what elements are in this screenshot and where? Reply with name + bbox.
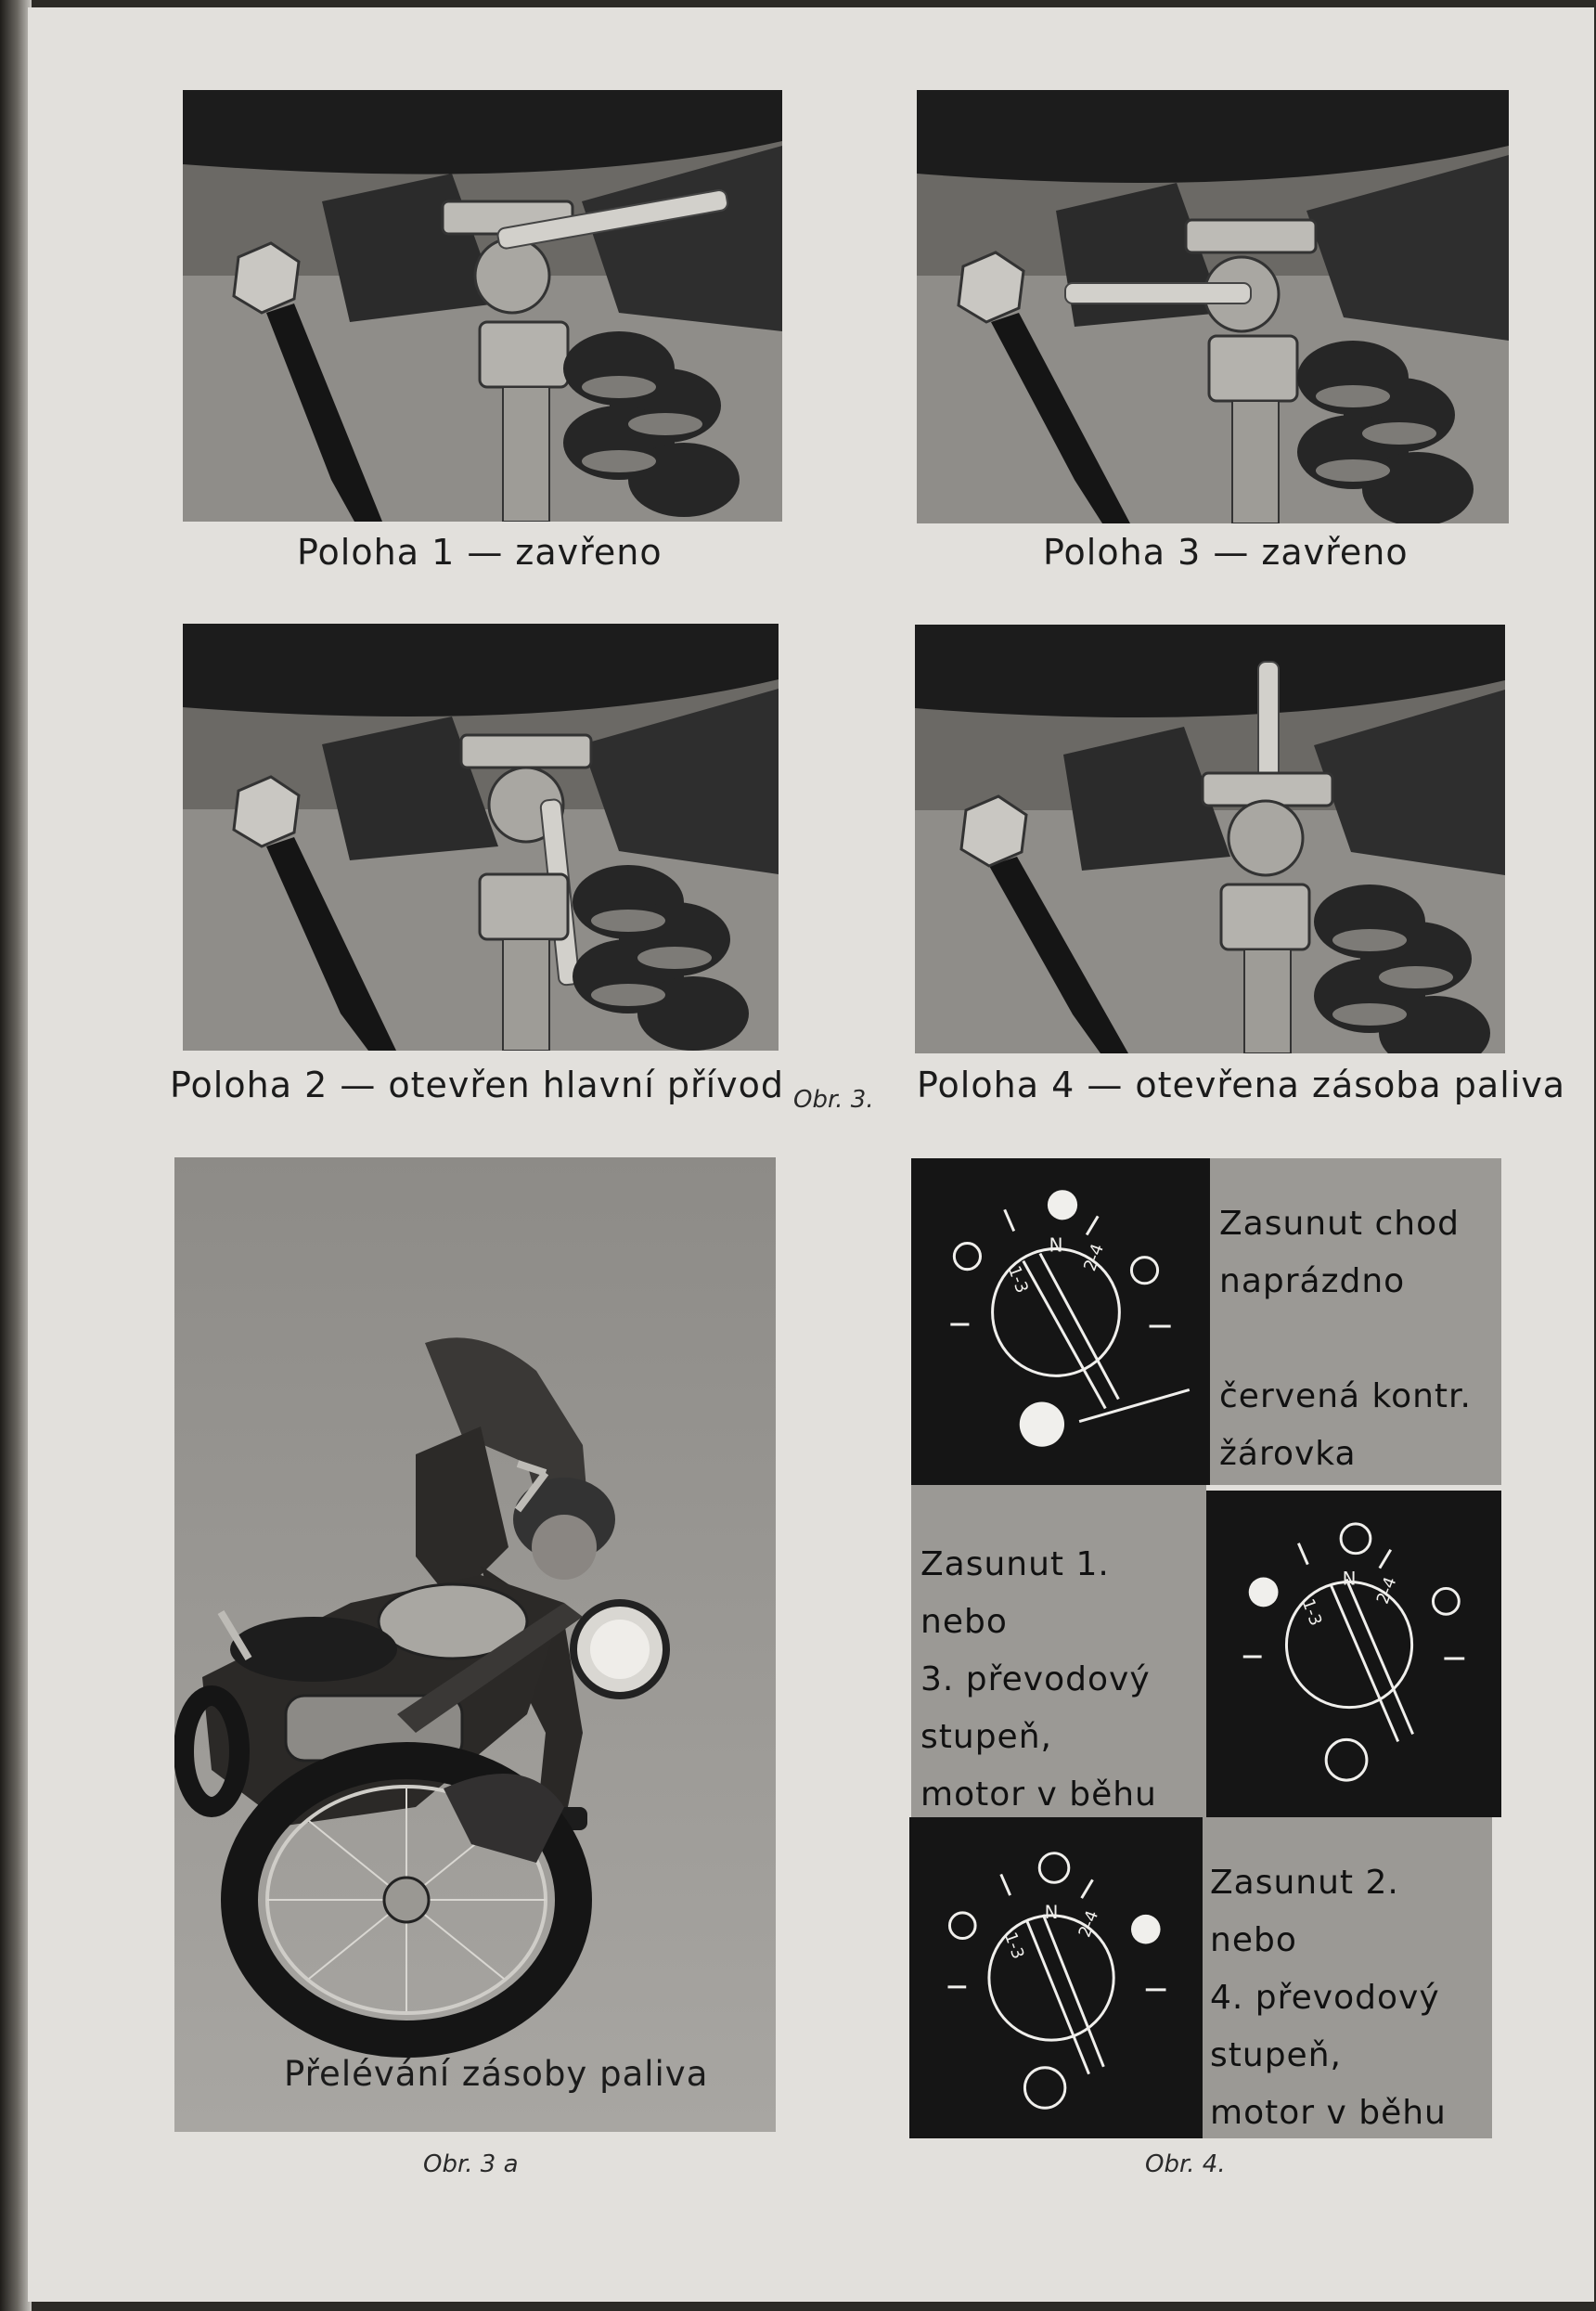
figure-4-label: Obr. 4.: [1145, 2150, 1226, 2178]
caption-position-3: Poloha 3 — zavřeno: [1043, 532, 1409, 573]
caption-position-1: Poloha 1 — zavřeno: [297, 532, 663, 573]
text-gear-1-3: Zasunut 1. nebo 3. převodový stupeň, motor v běhu: [920, 1545, 1157, 1814]
text-neutral-gear: Zasunut chod naprázdno červená kontr. žárovka: [1219, 1205, 1472, 1473]
caption-position-2: Poloha 2 — otevřen hlavní přívod: [170, 1065, 785, 1105]
book-spine: [0, 0, 32, 2311]
text-gear-2-4: Zasunut 2. nebo 4. převodový stupeň, motor v běhu: [1210, 1864, 1447, 2132]
dial-left-label: 1-3: [1003, 1263, 1032, 1297]
caption-fuel-reserve-transfer: Přelévání zásoby paliva: [284, 2054, 709, 2094]
photo-tap-position-4: [915, 625, 1505, 1053]
photo-fuel-reserve-transfer: [174, 1157, 776, 2132]
dial-neutral: [911, 1158, 1210, 1485]
photo-tap-position-2: [183, 624, 779, 1051]
dial-right-label: 2-4: [1075, 1908, 1103, 1941]
panel-gear-2-4-text: [1203, 1817, 1492, 2138]
dial-right-label: 2-4: [1372, 1574, 1401, 1607]
dial-left-label: 1-3: [1297, 1595, 1326, 1629]
dial-left-label: 1-3: [1000, 1930, 1027, 1962]
dial-gear-1-3: [1206, 1491, 1501, 1817]
dial-n-label: N: [1044, 1901, 1059, 1923]
panel-gear-1-3-text: [911, 1485, 1206, 1817]
dial-n-label: N: [1342, 1568, 1357, 1590]
figure-3-label: Obr. 3.: [793, 1086, 874, 1114]
photo-tap-position-3: [917, 90, 1509, 523]
figure-3a-label: Obr. 3 a: [423, 2150, 519, 2178]
dial-n-label: N: [1049, 1233, 1063, 1257]
photo-tap-position-1: [183, 90, 782, 522]
panel-neutral-text: [1210, 1158, 1501, 1485]
dial-gear-2-4: [909, 1817, 1203, 2138]
dial-right-label: 2-4: [1080, 1241, 1109, 1274]
caption-position-4: Poloha 4 — otevřena zásoba paliva: [917, 1065, 1566, 1105]
